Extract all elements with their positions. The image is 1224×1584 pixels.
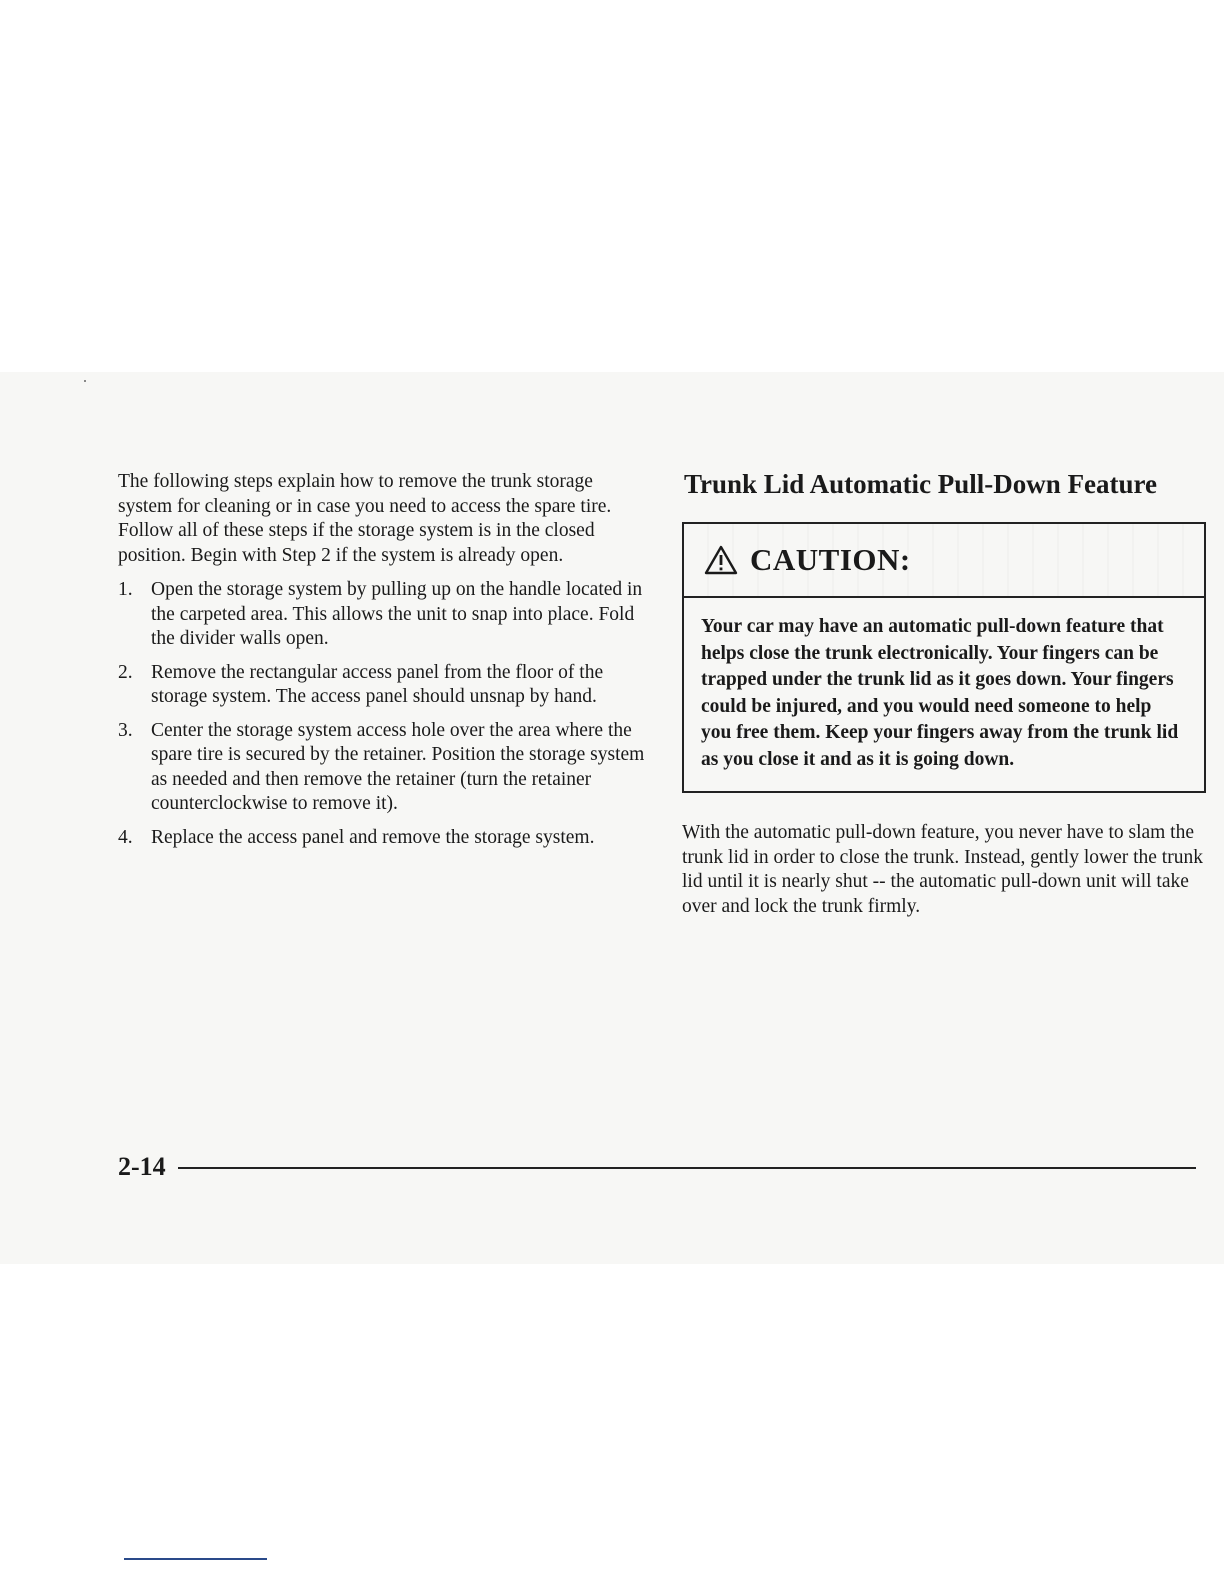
warning-triangle-icon xyxy=(704,545,738,575)
step-text: Center the storage system access hole over the area where the spare tire is secured by the retainer. Position the storage system as needed and then remove the retainer (turn the retainer counterclockwise to remove it). xyxy=(151,719,645,814)
section-title: Trunk Lid Automatic Pull-Down Feature xyxy=(684,469,1158,499)
caution-box xyxy=(682,522,1206,793)
step-text: Remove the rectangular access panel from the floor of the storage system. The access panel should unsnap by hand. xyxy=(151,661,604,707)
step-number: 1. xyxy=(118,579,133,600)
step-number: 4. xyxy=(118,826,133,848)
step-item xyxy=(118,578,648,652)
body-paragraph: With the automatic pull-down feature, you never have to slam the trunk lid in order to close the trunk. Instead, gently lower the trunk lid until it is nearly shut -- the automatic pull-down unit will take over and lock the trunk firmly. xyxy=(682,822,1203,917)
steps-list xyxy=(118,578,648,850)
step-item xyxy=(118,719,648,817)
footer-divider xyxy=(178,1167,1196,1169)
step-number: 3. xyxy=(118,719,133,741)
scan-speck xyxy=(84,380,86,382)
step-number: 2. xyxy=(118,661,133,683)
intro-paragraph: The following steps explain how to remove the trunk storage system for cleaning or in case you need to access the spare tire. Follow all of these steps if the storage system is in the closed position. Begin with Step 2 if the system is already open. xyxy=(118,471,612,566)
bottom-divider xyxy=(124,1558,267,1560)
caution-label: CAUTION: xyxy=(750,542,911,577)
step-item xyxy=(118,661,648,710)
step-item xyxy=(118,826,648,851)
page-number: 2-14 xyxy=(118,1152,166,1181)
step-text: Open the storage system by pulling up on the handle located in the carpeted area. This allows the unit to snap into place. Fold the divider walls open. xyxy=(151,579,643,649)
step-text: Replace the access panel and remove the storage system. xyxy=(151,826,595,848)
right-column xyxy=(682,466,1212,919)
caution-header xyxy=(684,524,1204,598)
caution-text: Your car may have an automatic pull-down feature that helps close the trunk electronically. Your fingers can be trapped under the trunk lid as it goes down. Your fingers could be injured, and you would need someone to help you free them. Keep your fingers away from the trunk lid as you close it and as it is going down. xyxy=(701,616,1179,770)
left-column xyxy=(118,470,648,859)
